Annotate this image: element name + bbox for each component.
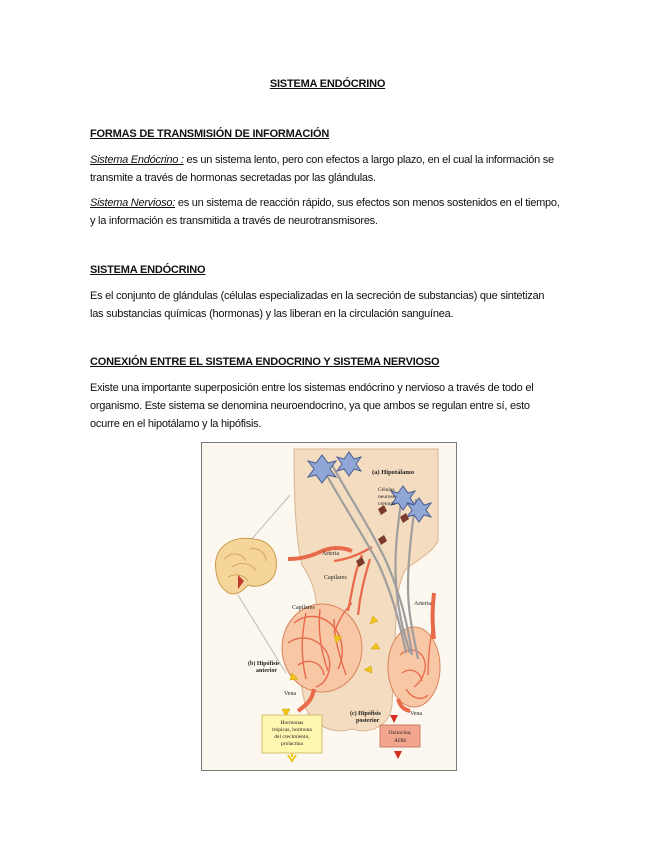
label-hipofisis-anterior-2: anterior — [256, 668, 277, 674]
label-hormonas-2: trópicas, hormona — [272, 727, 312, 733]
label-celulas-2: neurose- — [378, 494, 397, 500]
label-hipofisis-anterior-1: (b) Hipófisis — [248, 661, 280, 667]
label-vena-right: Vena — [410, 711, 422, 717]
heading-formas-transmision: FORMAS DE TRANSMISIÓN DE INFORMACIÓN — [90, 128, 330, 140]
label-arteria-top: Arteria — [322, 551, 339, 557]
label-capilares-left: Capilares — [292, 605, 315, 611]
label-arteria-right: Arteria — [414, 601, 431, 607]
label-celulas-1: Células — [378, 487, 395, 493]
label-hormonas-4: prolactina — [281, 741, 303, 747]
label-oxitocina-2: ADH — [394, 738, 406, 744]
label-vena-left: Vena — [284, 691, 296, 697]
label-hormonas-3: del crecimiento, — [274, 734, 310, 740]
label-capilares-top: Capilares — [324, 575, 347, 581]
artery-right-vessel — [433, 593, 435, 639]
paragraph-conexion: Existe una importante superposición entre los sistemas endócrino y nervioso a través de todo el organismo. Este sistema se denomina neuroendocrino, ya que ambos se regulan entre sí, esto ocurre en el hipotálamo y la hipófisis. — [90, 382, 534, 430]
label-celulas-3: cretoras — [378, 501, 396, 507]
page-title: SISTEMA ENDÓCRINO — [269, 78, 386, 90]
label-hipotalamo: (a) Hipotálamo — [372, 469, 415, 476]
brain-thumbnail — [215, 538, 276, 594]
heading-conexion: CONEXIÓN ENTRE EL SISTEMA ENDOCRINO Y SISTEMA NERVIOSO — [90, 356, 440, 368]
anterior-output-arrow — [288, 753, 296, 761]
label-hipofisis-posterior-1: (c) Hipófisis — [350, 711, 381, 717]
figure-svg — [202, 443, 456, 770]
term-sistema-endocrino: Sistema Endócrino : — [90, 154, 184, 166]
definition-sistema-endocrino: es un sistema lento, pero con efectos a largo plazo, en el cual la información se transmite a través de hormonas secretadas por las glándulas. — [90, 154, 554, 184]
paragraph-sistema-endocrino — [90, 151, 560, 187]
hypothalamus-pituitary-figure — [201, 442, 457, 771]
definition-sistema-nervioso: es un sistema de reacción rápido, sus efectos son menos sostenidos en el tiempo, y la información es transmitida a través de neurotransmisores. — [90, 197, 560, 227]
heading-sistema-endocrino: SISTEMA ENDÓCRINO — [90, 264, 206, 276]
label-oxitocina-1: Oxitocina, — [388, 730, 412, 736]
paragraph-sistema-nervioso — [90, 194, 560, 230]
label-hormonas-1: Hormonas — [280, 720, 304, 726]
label-hipofisis-posterior-2: posterior — [356, 718, 380, 724]
paragraph-definicion-endocrino: Es el conjunto de glándulas (células especializadas en la secreción de substancias) que sintetizan las substancias químicas (hormonas) y las liberan en la circulación sanguínea. — [90, 290, 545, 320]
term-sistema-nervioso: Sistema Nervioso: — [90, 197, 176, 209]
